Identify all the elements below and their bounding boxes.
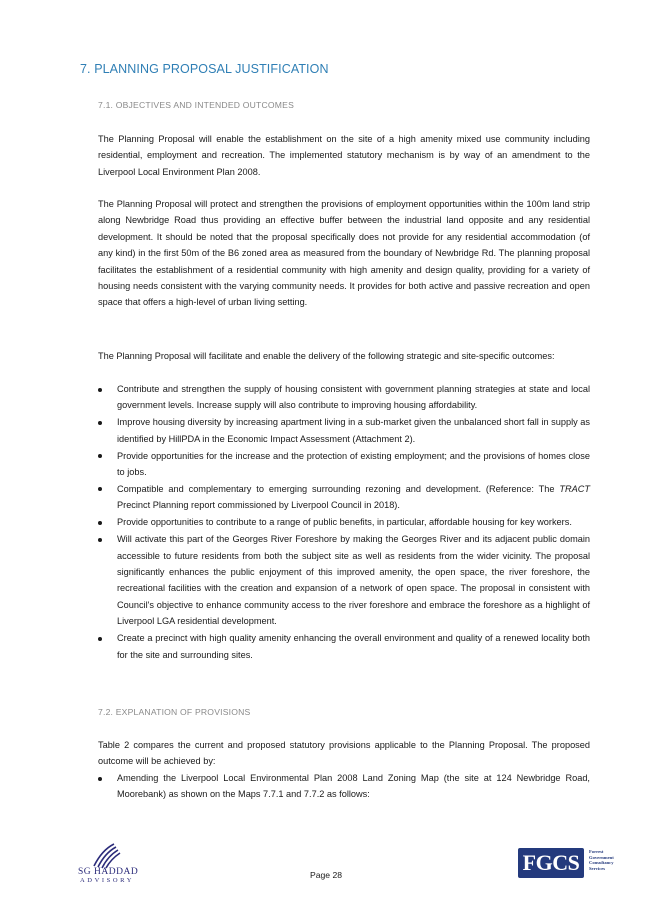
paragraph-intro: The Planning Proposal will enable the establishment on the site of a high amenity mixed use community including residential, employment and recreation. The implemented statutory mechanism is by way of an amendment to the Liverpool Local Environment Plan 2008. [98, 134, 590, 177]
bullet-icon [98, 487, 102, 491]
provisions-list [98, 770, 590, 803]
list-item: Contribute and strengthen the supply of housing consistent with government planning strategies at state and local government levels. Increase supply will also contribute to improving housing affordability. [98, 381, 590, 414]
paragraph-outcomes-lead: The Planning Proposal will facilitate and enable the delivery of the following strategic and site-specific outcomes: [98, 351, 555, 361]
subsection-heading-provisions: 7.2. EXPLANATION OF PROVISIONS [98, 707, 251, 717]
bullet-icon [98, 421, 102, 425]
list-item: Compatible and complementary to emerging surrounding rezoning and development. (Reference: The TRACT Precinct Planning report commissioned by Liverpool Council in 2018). [98, 481, 590, 514]
sg-haddad-wordmark: SG HADDAD [78, 867, 139, 877]
list-item: Provide opportunities to contribute to a range of public benefits, in particular, affordable housing for key workers. [98, 514, 590, 530]
paragraph-table-intro: Table 2 compares the current and proposed statutory provisions applicable to the Planning Proposal. The proposed outcome will be achieved by: [98, 740, 590, 767]
subsection-heading-objectives: 7.1. OBJECTIVES AND INTENDED OUTCOMES [98, 100, 295, 110]
page-number: Page 28 [310, 870, 343, 880]
list-item: Amending the Liverpool Local Environmental Plan 2008 Land Zoning Map (the site at 124 Newbridge Road, Moorebank) as shown on the Maps 7.7.1 and 7.7.2 as follows: [98, 770, 590, 803]
bullet-icon [98, 454, 102, 458]
list-item: Provide opportunities for the increase and the protection of existing employment; and the provisions of homes close to jobs. [98, 448, 590, 481]
bullet-icon [98, 388, 102, 392]
bullet-icon [98, 521, 102, 525]
bullet-icon [98, 777, 102, 781]
bullet-icon [98, 637, 102, 641]
paragraph-employment: The Planning Proposal will protect and strengthen the provisions of employment opportunities within the 100m land strip along Newbridge Road thus providing an effective buffer between the industrial land opposite and any residential development. It should be noted that the proposal specifically does not provide for any residential accommodation (of any kind) in the first 50m of the B6 zoned area as measured from the boundary of Newbridge Rd. The planning proposal facilitates the establishment of a residential community with high amenity and design quality, providing for a variety of housing needs consistent with the varying community needs. It provides for both active and passive recreation and open space that offers a high-level of urban living setting. [98, 199, 590, 308]
list-item: Improve housing diversity by increasing apartment living in a sub-market given the unbalanced short fall in supply as identified by HillPDA in the Economic Impact Assessment (Attachment 2). [98, 414, 590, 447]
fgcs-logo: FGCS [518, 848, 584, 878]
bullet-icon [98, 538, 102, 542]
fgcs-logo-text: Forrest Government Consultancy Services [589, 849, 614, 871]
list-item: Create a precinct with high quality amenity enhancing the overall environment and quality of a renewed locality both for the site and surrounding sites. [98, 630, 590, 663]
sg-advisory-wordmark: ADVISORY [80, 877, 135, 884]
outcomes-list [98, 381, 590, 663]
list-item: Will activate this part of the Georges River Foreshore by making the Georges River and its adjacent public domain accessible to future residents from both the subject site as well as residents from the wider vicinity. The proposal significantly enhances the public enjoyment of this improved amenity, the open space, the river foreshore, the recreational facilities with the creation and expansion of a network of open space. The proposal in consistent with Council's objective to enhance community access to the river foreshore and embrace the foreshore as a highlight of Liverpool LGA residential development. [98, 531, 590, 629]
section-heading: 7. PLANNING PROPOSAL JUSTIFICATION [80, 62, 329, 76]
